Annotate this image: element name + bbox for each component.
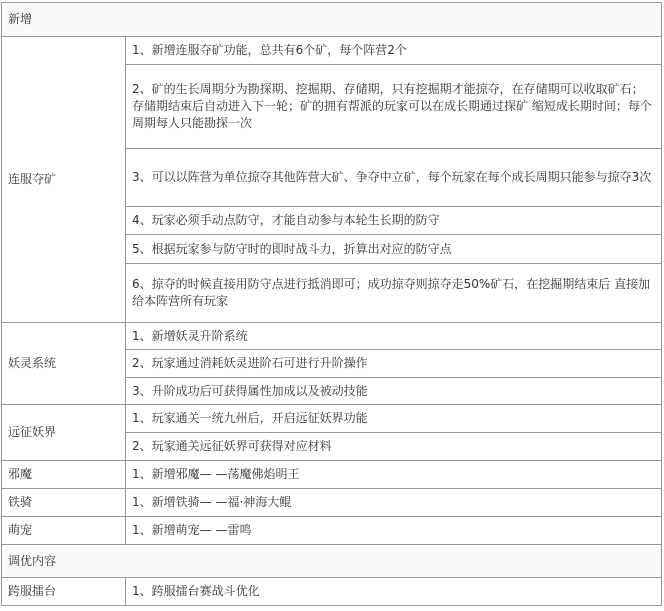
item-cell: 1、新增连服夺矿功能，总共有6个矿，每个阵营2个 xyxy=(126,37,662,65)
table-row xyxy=(2,405,662,433)
item-cell: 1、玩家通关一统九州后，开启远征妖界功能 xyxy=(126,405,662,433)
category-cell: 连服夺矿 xyxy=(2,37,126,323)
item-cell: 3、可以以阵营为单位掠夺其他阵营大矿、争夺中立矿，每个玩家在每个成长周期只能参与掠夺3次 xyxy=(126,149,662,207)
item-cell: 1、跨服擂台赛战斗优化 xyxy=(126,578,662,606)
table-row xyxy=(2,489,662,517)
category-cell: 铁骑 xyxy=(2,489,126,517)
item-cell: 1、新增邪魔— —荡魔佛焰明王 xyxy=(126,461,662,489)
item-cell: 3、升阶成功后可获得属性加成以及被动技能 xyxy=(126,378,662,405)
category-cell: 妖灵系统 xyxy=(2,323,126,405)
patch-notes-table xyxy=(1,2,662,606)
section-row xyxy=(2,3,662,37)
item-cell: 5、根据玩家参与防守时的即时战斗力，折算出对应的防守点 xyxy=(126,235,662,264)
section-title: 新增 xyxy=(2,3,662,37)
item-cell: 2、玩家通关远征妖界可获得对应材料 xyxy=(126,433,662,461)
table-row xyxy=(2,578,662,606)
section-title: 调优内容 xyxy=(2,545,662,578)
item-cell: 2、玩家通过消耗妖灵进阶石可进行升阶操作 xyxy=(126,350,662,378)
item-cell: 6、掠夺的时候直接用防守点进行抵消即可；成功掠夺则掠夺走50%矿石，在挖掘期结束后 直接加给本阵营所有玩家 xyxy=(126,264,662,323)
item-cell: 2、矿的生长周期分为勘探期、挖掘期、存储期，只有挖掘期才能掠夺，在存储期可以收取矿石；存储期结束后自动进入下一轮；矿的拥有帮派的玩家可以在成长期通过探矿 缩短成长期时间；每个周期每人只能勘探一次 xyxy=(126,65,662,149)
category-cell: 邪魔 xyxy=(2,461,126,489)
category-cell: 跨服擂台 xyxy=(2,578,126,606)
item-cell: 1、新增萌宠— —雷鸣 xyxy=(126,517,662,545)
item-cell: 1、新增妖灵升阶系统 xyxy=(126,323,662,350)
category-cell: 萌宠 xyxy=(2,517,126,545)
item-cell: 4、玩家必须手动点防守，才能自动参与本轮生长期的防守 xyxy=(126,207,662,235)
table-row xyxy=(2,461,662,489)
item-cell: 1、新增铁骑— —福·神海大鲲 xyxy=(126,489,662,517)
category-cell: 远征妖界 xyxy=(2,405,126,461)
table-row xyxy=(2,517,662,545)
table-row xyxy=(2,323,662,350)
section-row xyxy=(2,545,662,578)
table-row xyxy=(2,37,662,65)
